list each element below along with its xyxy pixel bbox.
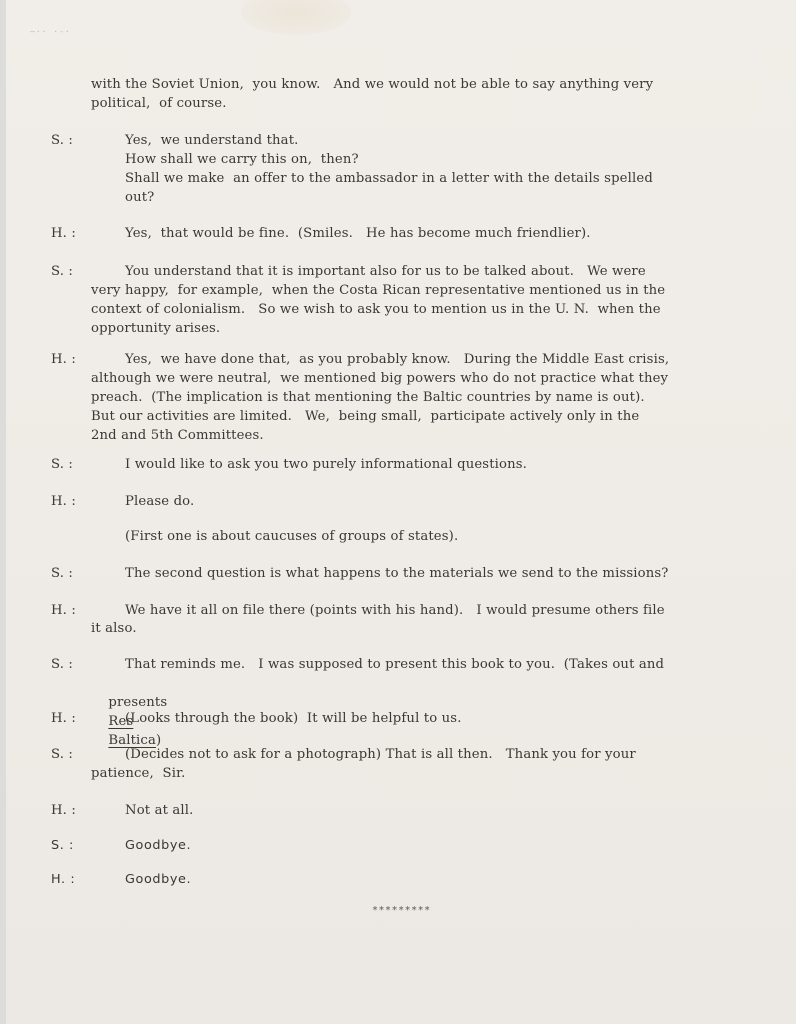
text-line: context of colonialism. So we wish to ask you to mention us in the U. N. when the [91,302,661,317]
text-line: although we were neutral, we mentioned big powers who do not practice what they [91,371,669,386]
text-line: Please do. [125,494,195,509]
speaker-label: S. : [51,747,73,762]
text-line: it also. [91,621,137,636]
text-line: But our activities are limited. We, being small, participate actively only in the [91,409,640,424]
speaker-label: S. : [51,838,74,853]
text-line: Goodbye. [125,872,192,887]
book-title-baltica: Baltica [108,733,156,748]
text-line: with the Soviet Union, you know. And we would not be able to say anything very [91,77,654,92]
text-line: Yes, that would be fine. (Smiles. He has become much friendlier). [125,226,591,241]
speaker-label: H. : [51,352,76,367]
speaker-label: S. : [51,264,73,279]
text-line: We have it all on file there (points with his hand). I would presume others file [125,603,665,618]
text-line: That reminds me. I was supposed to present this book to you. (Takes out and [125,657,665,672]
text-line: (Decides not to ask for a photograph) That is all then. Thank you for your [125,747,636,762]
text-line: Yes, we have done that, as you probably know. During the Middle East crisis, [125,352,670,367]
text-line: I would like to ask you two purely informational questions. [125,457,528,472]
text-line: Shall we make an offer to the ambassador in a letter with the details spelled [125,171,653,186]
speaker-label: S. : [51,457,73,472]
speaker-label: H. : [51,226,76,241]
text-line: How shall we carry this on, then? [125,152,359,167]
text-line: (Looks through the book) It will be helpful to us. [125,711,462,726]
book-title-res: Res [108,714,134,729]
text-line: Yes, we understand that. [125,133,299,148]
closing-paren: ) [155,733,162,748]
text-line: out? [125,190,155,205]
text-line: political, of course. [91,96,227,111]
speaker-label: S. : [51,657,73,672]
top-margin-mark: —·· ·-· [30,27,71,36]
text-line: The second question is what happens to the materials we send to the missions? [125,566,669,581]
text-line: 2nd and 5th Committees. [91,428,264,443]
text-line: opportunity arises. [91,321,221,336]
text-line: preach. (The implication is that mentioning the Baltic countries by name is out). [91,390,645,405]
paper-stain [241,0,351,35]
speaker-label: S. : [51,133,73,148]
text-line: Not at all. [125,803,194,818]
speaker-label: H. : [51,494,76,509]
text-line: very happy, for example, when the Costa Rican representative mentioned us in the [91,283,666,298]
text-line: You understand that it is important also for us to be talked about. We were [125,264,646,279]
speaker-label: H. : [51,711,76,726]
text-line: patience, Sir. [91,766,186,781]
end-marker: ********* [372,905,431,916]
text-line: Goodbye. [125,838,192,853]
speaker-label: H. : [51,603,76,618]
speaker-label: S. : [51,566,73,581]
speaker-label: H. : [51,872,76,887]
speaker-label: H. : [51,803,76,818]
text-fragment: presents [108,695,168,710]
text-line: (First one is about caucuses of groups of states). [125,529,459,544]
